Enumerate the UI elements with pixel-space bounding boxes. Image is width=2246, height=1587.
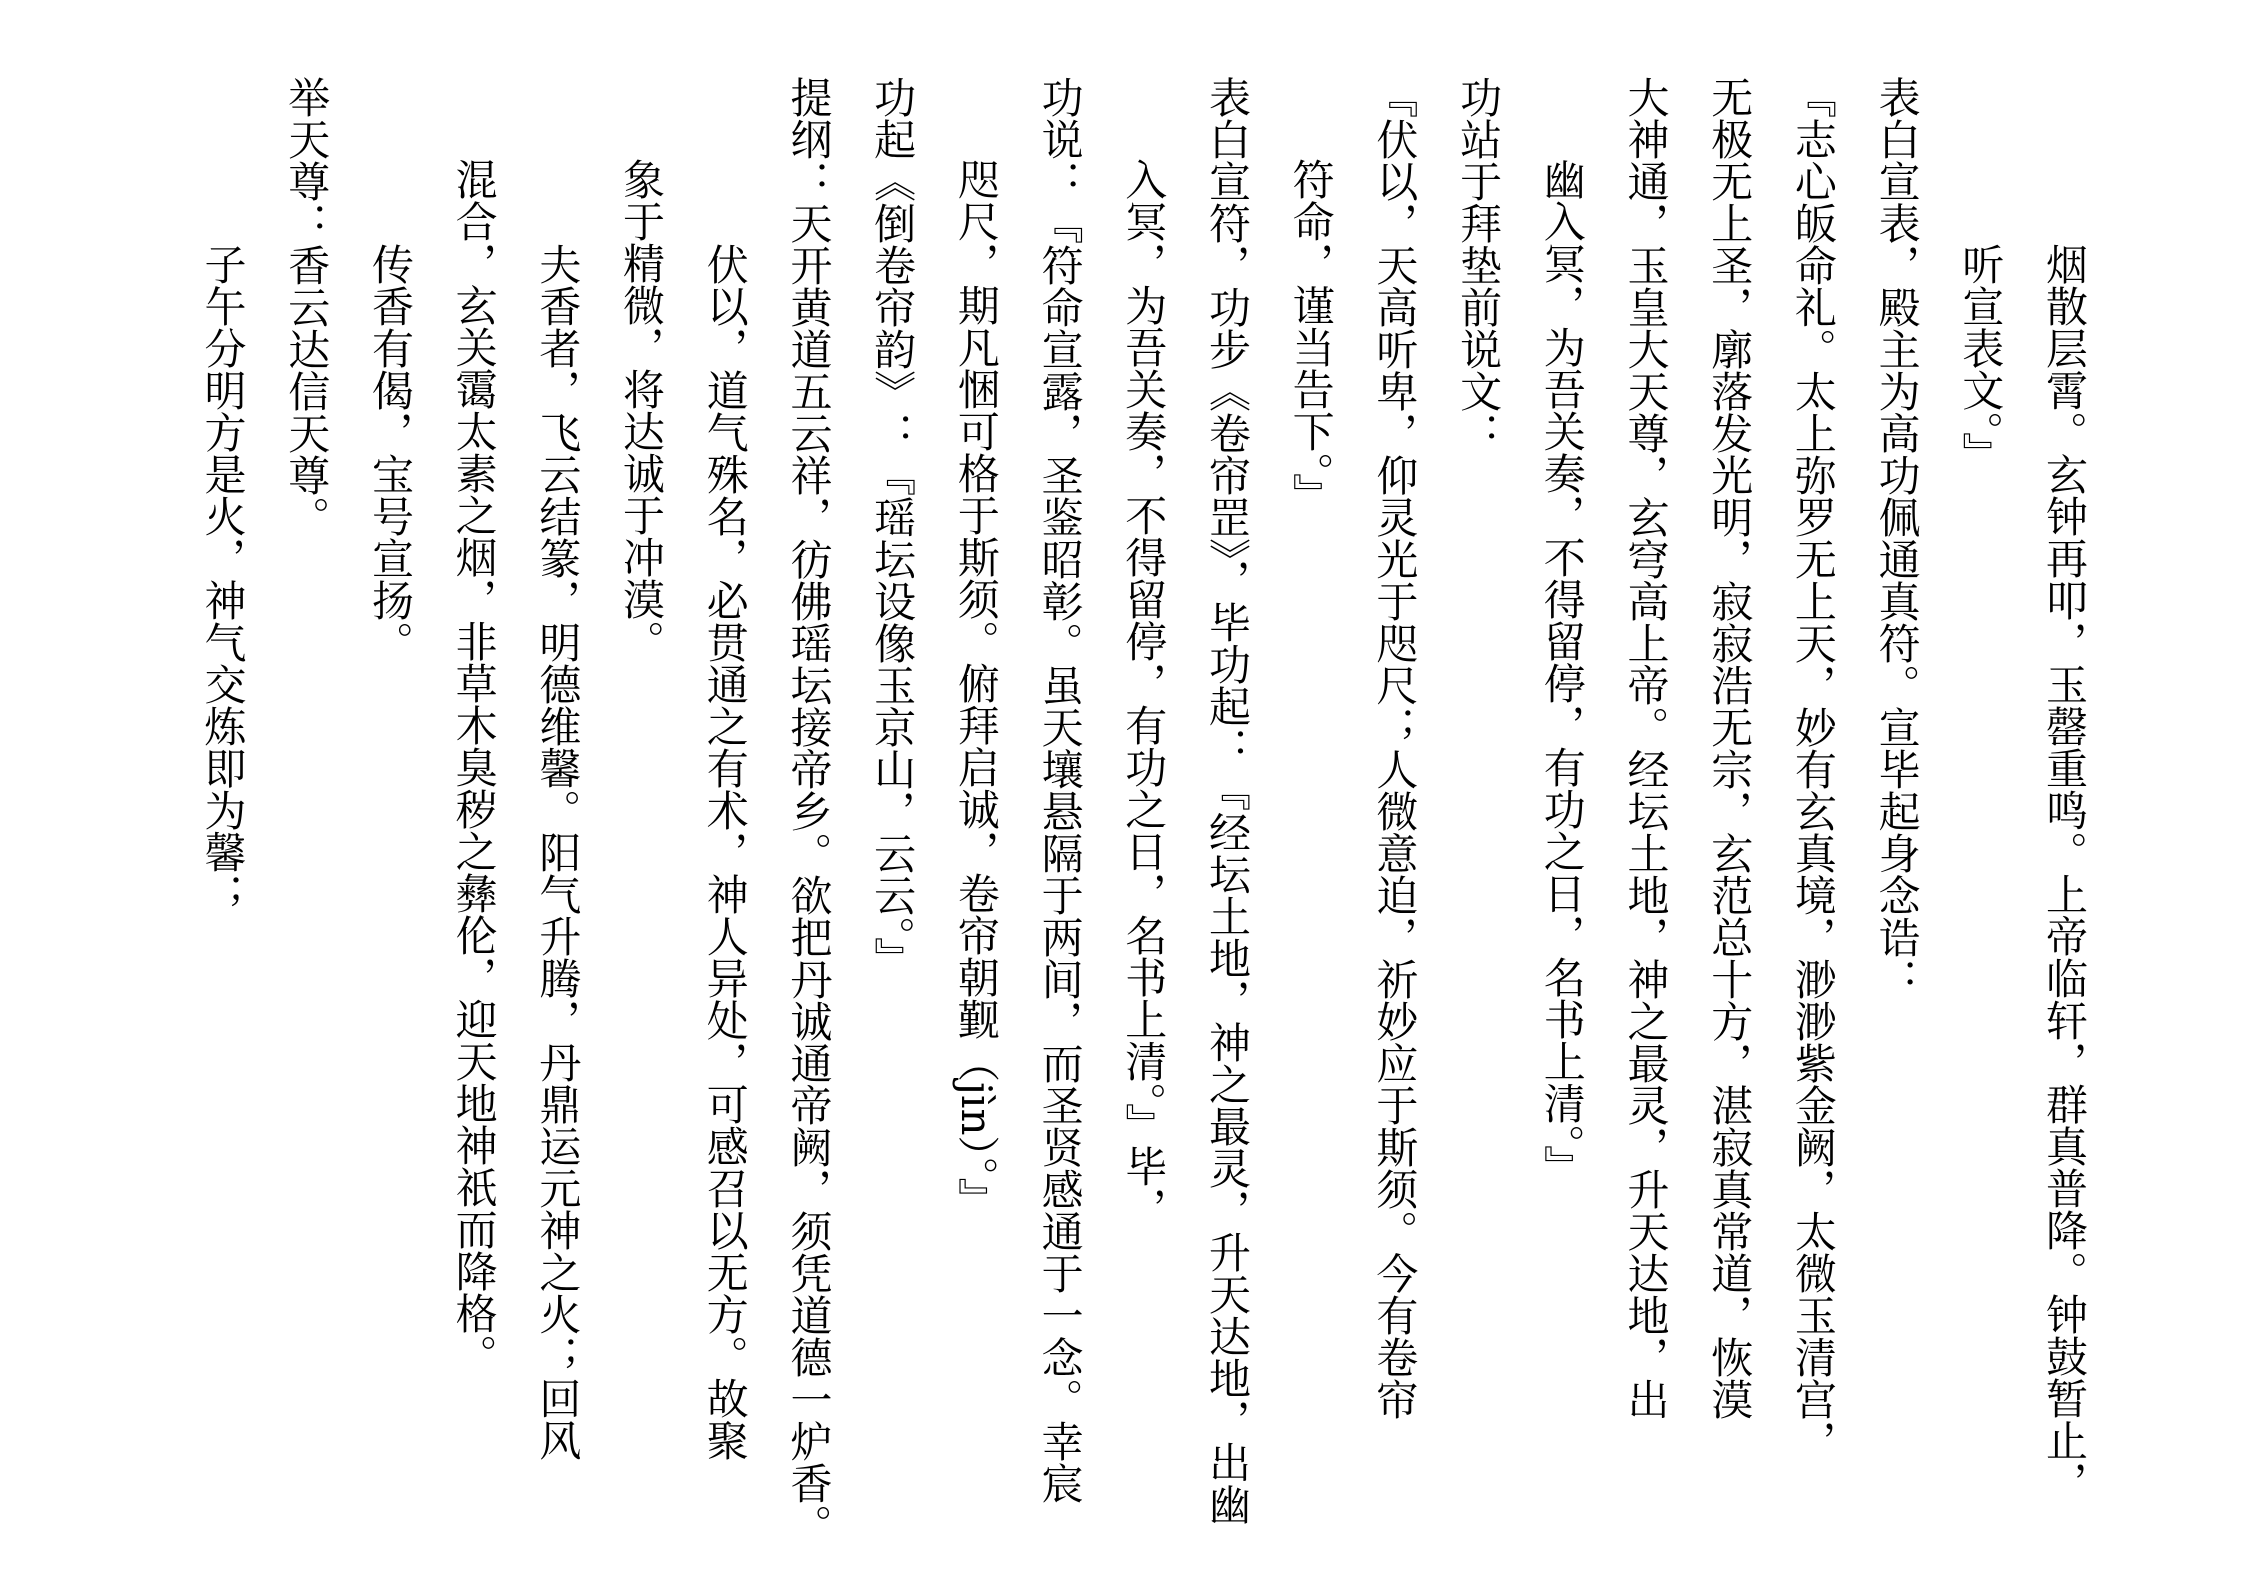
text-line: 子午分明方是火，神气交炼即为馨；	[198, 243, 248, 915]
text-line: 功说：『符命宣露，圣鉴昭彰。虽天壤悬隔于两间，而圣贤感通于一念。幸宸	[1035, 76, 1085, 1504]
text-line: 表白宣符，功步《卷帘罡》，毕功起：『经坛土地，神之最灵，升天达地，出幽	[1202, 76, 1252, 1525]
text-line: 表白宣表，殿主为高功佩通真符。宣毕起身念诰：	[1872, 76, 1922, 1000]
text-line: 提纲：天开黄道五云祥，彷佛瑶坛接帝乡。欲把丹诚通帝阙，须凭道德一炉香。	[784, 76, 834, 1546]
text-line: 烟散层霄。玄钟再叩，玉罄重鸣。上帝临轩，群真普降。钟鼓暂止，	[2040, 243, 2089, 1503]
vertical-text-block	[181, 0, 2106, 1587]
text-line: 咫尺，期凡悃可格于斯须。俯拜启诚，卷帘朝觐（jìn）。』	[951, 158, 1001, 1220]
text-line: 听宣表文。』	[1956, 243, 2006, 474]
text-line: 举天尊：香云达信天尊。	[282, 76, 332, 538]
text-line: 入冥，为吾关奏，不得留停，有功之日，名书上清。』毕，	[1119, 158, 1169, 1229]
text-line: 『伏以，天高听卑，仰灵光于咫尺；人微意迫，祈妙应于斯须。今有卷帘	[1370, 76, 1420, 1420]
text-line: 『志心皈命礼。太上弥罗无上天，妙有玄真境，渺渺紫金阙，太微玉清宫，	[1788, 76, 1838, 1462]
text-line: 功站于拜垫前说文：	[1454, 76, 1504, 454]
text-line: 幽入冥，为吾关奏，不得留停，有功之日，名书上清。』	[1537, 158, 1587, 1187]
text-line: 传香有偈，宝号宣扬。	[365, 243, 415, 663]
text-line: 混合，玄关霭太素之烟，非草木臭秽之彝伦，迎天地神祇而降格。	[449, 158, 499, 1376]
text-line: 符命，谨当告下。』	[1286, 158, 1336, 515]
text-line: 夫香者，飞云结篆，明德维馨。阳气升腾，丹鼎运元神之火；回风	[533, 243, 583, 1461]
text-line: 伏以，道气殊名，必贯通之有术，神人异处，可感召以无方。故聚	[700, 243, 750, 1461]
text-line: 无极无上圣，廓落发光明，寂寂浩无宗，玄范总十方，湛寂真常道，恢漠	[1705, 76, 1755, 1420]
text-line: 功起《倒卷帘韵》：『瑶坛设像玉京山，云云。』	[868, 76, 918, 979]
text-line: 大神通，玉皇大天尊，玄穹高上帝。经坛土地，神之最灵，升天达地，出	[1621, 76, 1671, 1420]
text-line: 象于精微，将达诚于冲漠。	[617, 158, 667, 662]
